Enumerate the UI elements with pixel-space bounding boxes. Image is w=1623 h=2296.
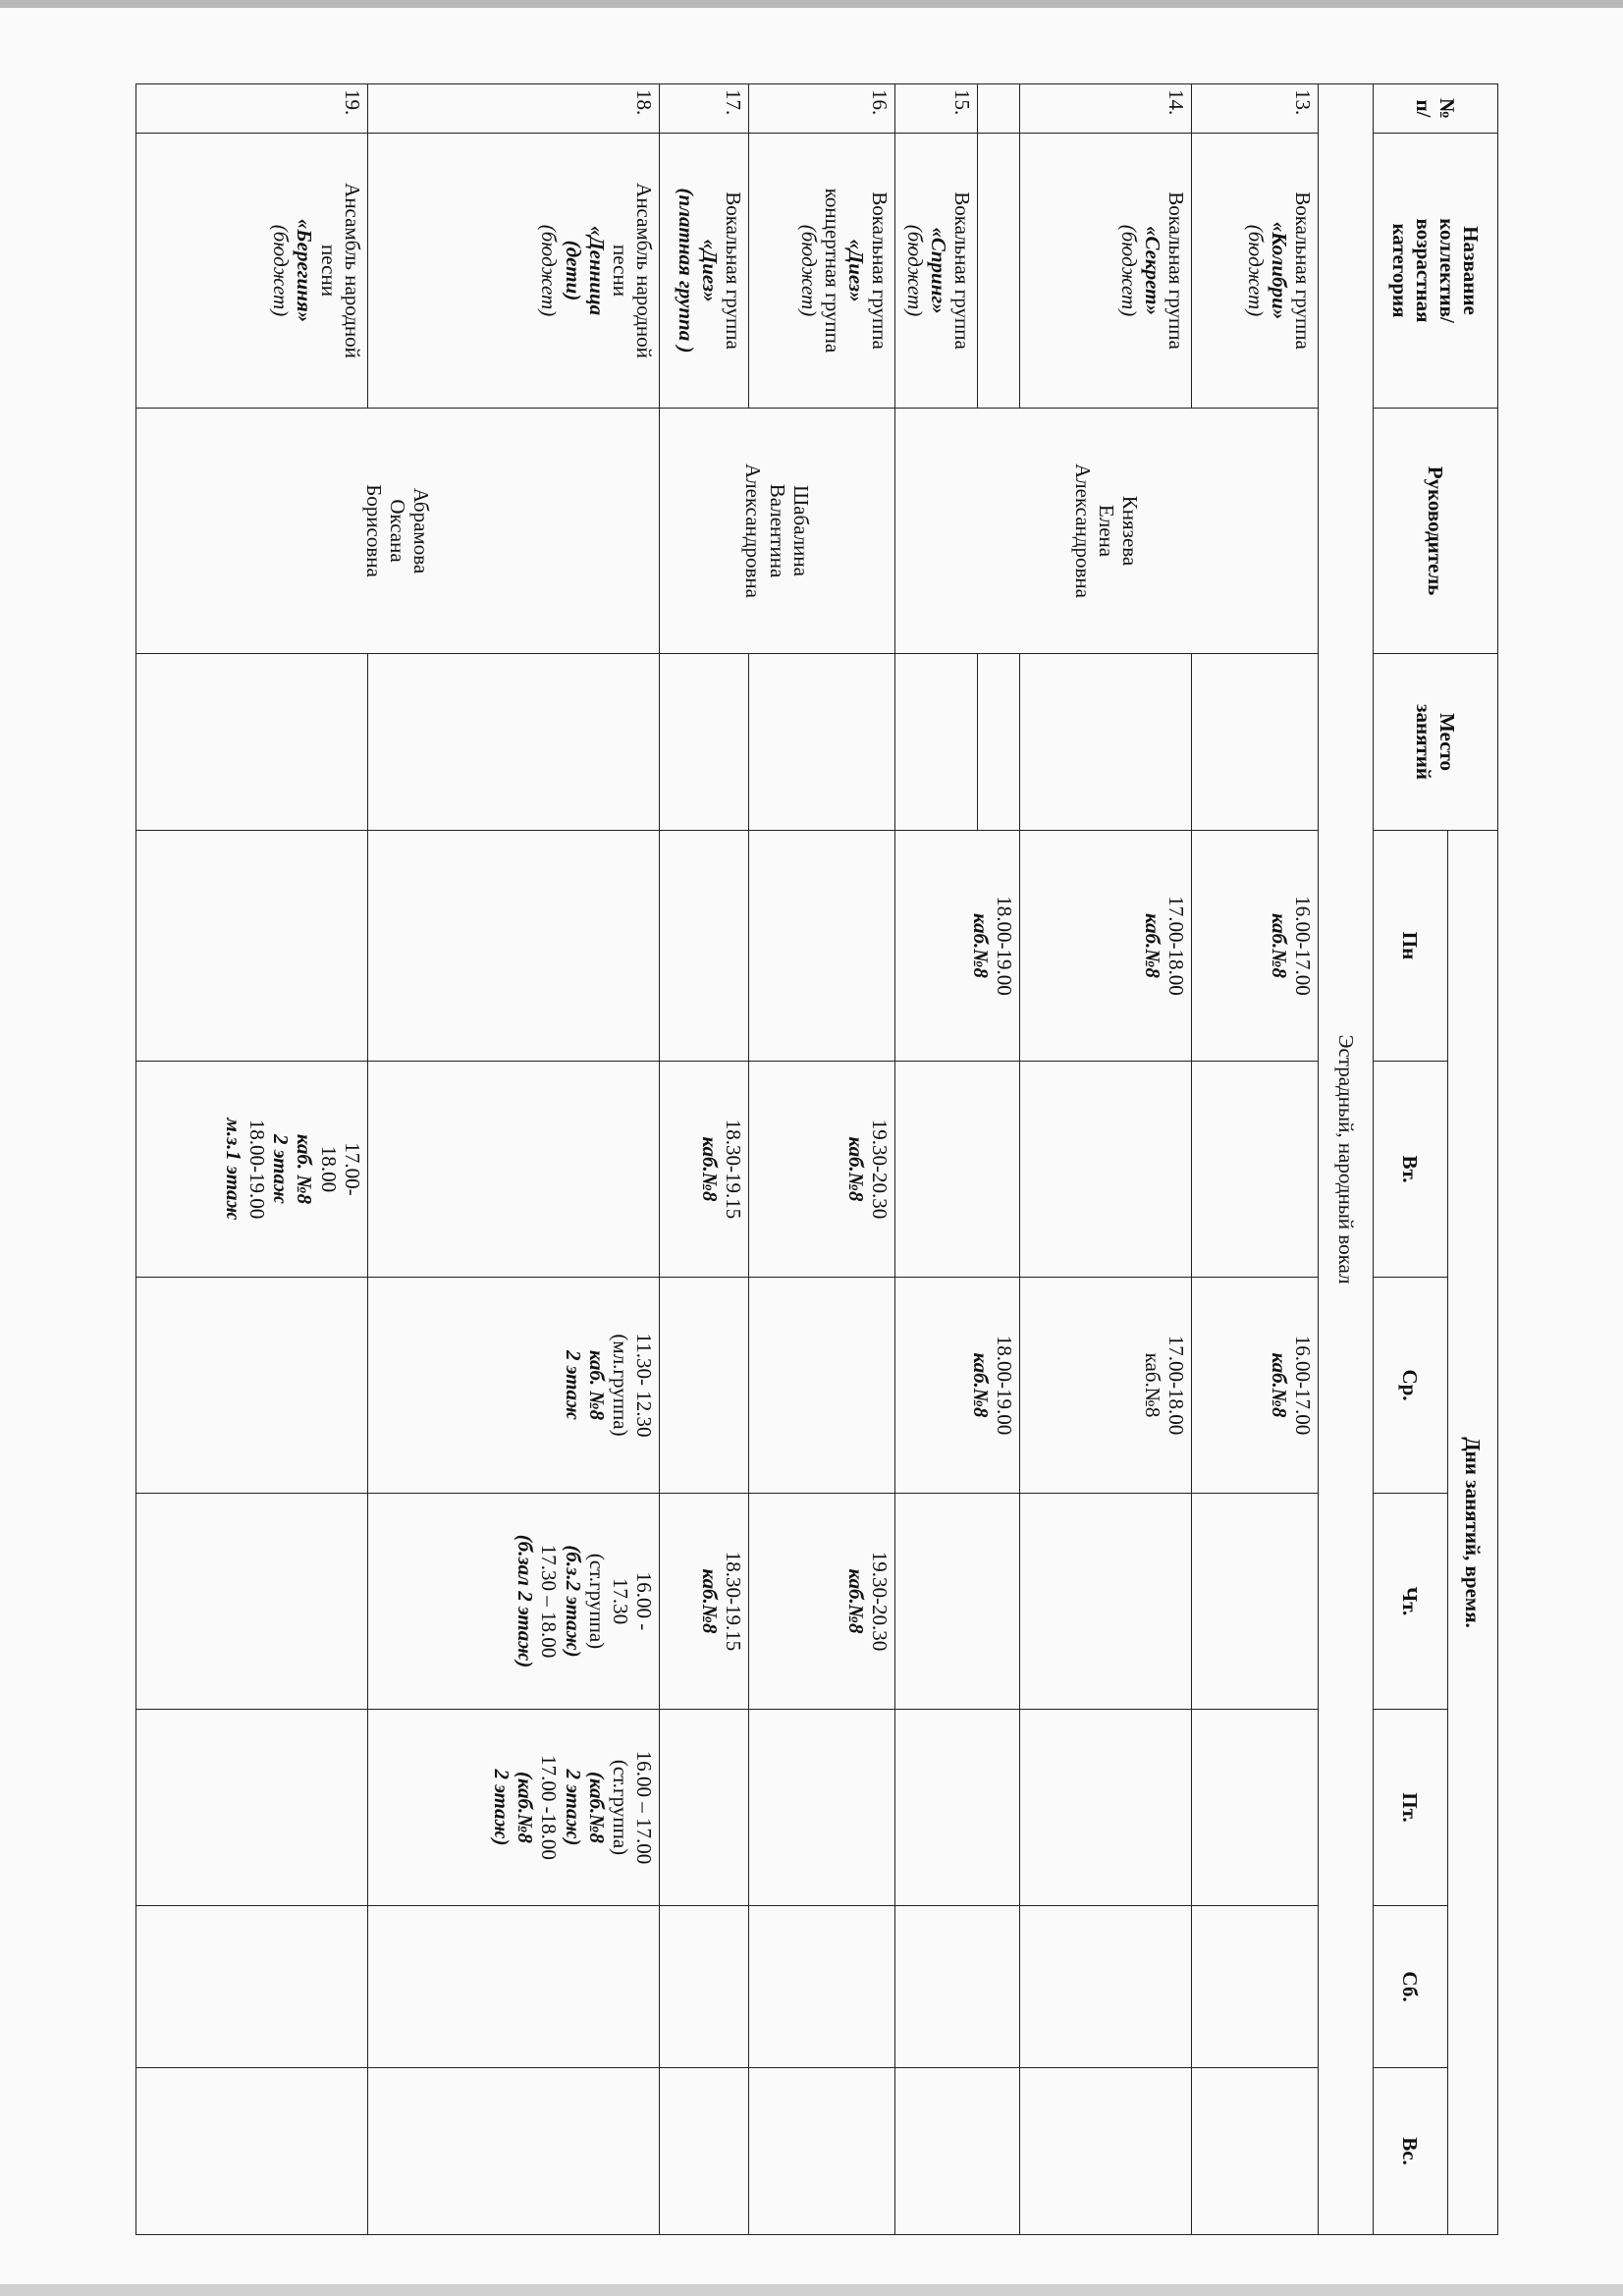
time-line: 16.00 - <box>632 1571 657 1631</box>
table-row <box>660 84 749 2235</box>
schedule-cell-wed <box>660 1278 749 1494</box>
time-line: 19.30-20.30 <box>867 1551 892 1652</box>
group-name-line: Вокальная группа <box>1163 191 1188 350</box>
group-name-line: Ансамбль народной <box>340 183 364 358</box>
row-number: 16. <box>749 84 895 134</box>
schedule-cell-fri <box>749 1710 895 1906</box>
header-name <box>1373 134 1497 409</box>
place-cell <box>660 654 749 831</box>
room-line: каб.№8 <box>698 1136 723 1202</box>
header-place <box>1373 654 1497 831</box>
row-number: 13. <box>1191 84 1319 134</box>
schedule-cell-thu <box>660 1494 749 1710</box>
header-day-sat: Сб. <box>1373 1906 1447 2068</box>
table-row <box>978 84 1019 2235</box>
header-name-line: коллектив/ <box>1434 218 1459 323</box>
header-leader: Руководитель <box>1373 409 1497 654</box>
header-day-wed: Ср. <box>1373 1278 1447 1494</box>
group-name-line: (дети) <box>561 240 585 301</box>
schedule-cell-mon <box>660 831 749 1062</box>
section-title: Эстрадный, народный вокал <box>1319 84 1373 2235</box>
time-line: 18.00 <box>316 1145 341 1193</box>
time-line: 17.00-18.00 <box>1163 896 1188 996</box>
schedule-cell-sat <box>367 1906 659 2068</box>
schedule-cell-sat <box>660 1906 749 2068</box>
group-name-line: Вокальная группа <box>1291 191 1316 350</box>
header-name-line: возрастная <box>1411 218 1435 323</box>
rotated-schedule-page <box>135 83 1498 2234</box>
leader-cell <box>894 409 1318 654</box>
schedule-cell-sun <box>1019 2068 1191 2235</box>
group-name <box>749 134 895 409</box>
table-row <box>1019 84 1191 2235</box>
group-name-line: «Спринг» <box>927 227 951 314</box>
place-cell <box>894 654 977 831</box>
group-name-line: (бюджет) <box>537 224 562 317</box>
group-name <box>136 134 368 409</box>
row-number: 14. <box>1019 84 1191 134</box>
group-name <box>978 134 1019 409</box>
group-name <box>367 134 659 409</box>
room-line: каб.№8 <box>698 1568 723 1634</box>
place-cell <box>1191 654 1319 831</box>
room-line: (б.зал 2 этаж) <box>514 1534 538 1668</box>
leader-cell <box>660 409 895 654</box>
header-name-line: категория <box>1387 223 1412 318</box>
schedule-cell-sun <box>660 2068 749 2235</box>
time-line: 17.00 -18.00 <box>537 1755 562 1860</box>
schedule-cell-sun <box>1191 2068 1319 2235</box>
room-line: м.з.1 этаж <box>222 1118 246 1221</box>
place-cell <box>367 654 659 831</box>
group-line: (мл.группа) <box>608 1334 632 1437</box>
table-row <box>136 84 368 2235</box>
section-row <box>1319 84 1373 2235</box>
group-name-line: «Секрет» <box>1140 226 1164 315</box>
time-line: 18.00-19.00 <box>245 1119 270 1220</box>
schedule-cell-sat <box>1019 1906 1191 2068</box>
header-num <box>1373 84 1497 134</box>
room-line: каб.№8 <box>843 1136 868 1202</box>
group-name-line: (бюджет) <box>796 224 821 317</box>
schedule-cell-thu <box>367 1494 659 1710</box>
schedule-cell-wed <box>749 1278 895 1494</box>
table-row <box>367 84 659 2235</box>
schedule-cell-thu <box>894 1494 1019 1710</box>
time-line: 16.00 – 17.00 <box>632 1750 657 1865</box>
schedule-cell-mon <box>749 831 895 1062</box>
schedule-cell-tue <box>1191 1062 1319 1278</box>
schedule-cell-thu <box>1019 1494 1191 1710</box>
schedule-cell-sun <box>367 2068 659 2235</box>
place-cell <box>749 654 895 831</box>
group-name-line: «Диез» <box>843 239 868 302</box>
schedule-cell-mon <box>894 831 1019 1062</box>
floor-line: 2 этаж) <box>561 1769 585 1846</box>
header-place-line: Место <box>1434 713 1459 771</box>
table-row <box>749 84 895 2235</box>
header-day-sun: Вс. <box>1373 2068 1447 2235</box>
leader-cell <box>136 409 660 654</box>
header-days-title: Дни занятий, время. <box>1448 831 1498 2235</box>
room-line: (каб.№8 <box>514 1771 538 1844</box>
time-line: 18.00-19.00 <box>992 1335 1016 1436</box>
group-name <box>660 134 749 409</box>
group-name-line: концертная группа <box>820 188 844 354</box>
place-cell <box>1019 654 1191 831</box>
group-name-line: (бюджет) <box>1116 224 1141 317</box>
group-name-line: Вокальная группа <box>950 191 975 350</box>
schedule-cell-thu <box>1191 1494 1319 1710</box>
group-name-line: (бюджет) <box>1244 224 1269 317</box>
schedule-cell-sun <box>749 2068 895 2235</box>
group-name-line: Вокальная группа <box>867 191 892 350</box>
row-number <box>978 84 1019 134</box>
room-line: каб. №8 <box>293 1133 317 1205</box>
schedule-cell-sat <box>136 1906 368 2068</box>
schedule-cell-fri <box>1191 1710 1319 1906</box>
schedule-cell-sun <box>894 2068 1019 2235</box>
schedule-cell-tue <box>894 1062 1019 1278</box>
schedule-cell-mon <box>1191 831 1319 1062</box>
room-line: каб. №8 <box>584 1349 609 1421</box>
leader-line: Елена <box>1095 504 1119 558</box>
group-name <box>894 134 977 409</box>
schedule-cell-tue <box>749 1062 895 1278</box>
room-line: каб.№8 <box>843 1568 868 1634</box>
group-name-line: (бюджет) <box>902 224 927 317</box>
leader-line: Александровна <box>1071 464 1096 598</box>
group-name-line: «Берегиня» <box>293 218 317 323</box>
schedule-cell-tue <box>136 1062 368 1278</box>
time-line: 18.30-19.15 <box>722 1551 746 1652</box>
time-line: 18.00-19.00 <box>992 896 1016 996</box>
room-line: каб.№8 <box>968 1352 993 1418</box>
schedule-cell-wed <box>1191 1278 1319 1494</box>
schedule-cell-fri <box>660 1710 749 1906</box>
row-number: 17. <box>660 84 749 134</box>
floor-line: 2 этаж <box>561 1349 585 1421</box>
time-line: 16.00-17.00 <box>1291 1335 1316 1436</box>
schedule-cell-sat <box>1191 1906 1319 2068</box>
time-line: 19.30-20.30 <box>867 1119 892 1220</box>
time-line: 18.30-19.15 <box>722 1119 746 1220</box>
schedule-cell-thu <box>136 1494 368 1710</box>
time-line: 11.30- 12.30 <box>632 1333 657 1438</box>
schedule-cell-tue <box>367 1062 659 1278</box>
schedule-cell-wed <box>894 1278 1019 1494</box>
group-name-line: Ансамбль народной <box>632 183 657 358</box>
group-name-line: Вокальная группа <box>722 191 746 350</box>
schedule-cell-fri <box>367 1710 659 1906</box>
row-number: 19. <box>136 84 368 134</box>
group-name <box>1191 134 1319 409</box>
time-line: 17.30 <box>608 1577 632 1625</box>
schedule-cell-mon <box>367 831 659 1062</box>
group-name-line: песни <box>316 245 341 297</box>
group-name-line: «Денница <box>584 225 609 316</box>
schedule-cell-wed <box>367 1278 659 1494</box>
row-number: 15. <box>894 84 977 134</box>
group-name-line: песни <box>608 245 632 297</box>
leader-line: Князева <box>1118 495 1143 567</box>
header-day-thu: Чт. <box>1373 1494 1447 1710</box>
table-row <box>1191 84 1319 2235</box>
group-name-line: (бюджет) <box>269 224 294 317</box>
schedule-cell-fri <box>1019 1710 1191 1906</box>
room-line: каб.№8 <box>1268 1352 1292 1418</box>
leader-line: Оксана <box>386 499 410 563</box>
schedule-cell-mon <box>1019 831 1191 1062</box>
schedule-cell-fri <box>894 1710 1019 1906</box>
schedule-cell-wed <box>136 1278 368 1494</box>
room-line: (б.з.2 этаж) <box>561 1545 585 1658</box>
scan-edge-top <box>0 0 1623 8</box>
time-line: 17.30 – 18.00 <box>537 1544 562 1659</box>
group-name-line: (платная группа ) <box>675 188 699 354</box>
time-line: 16.00-17.00 <box>1291 896 1316 996</box>
schedule-cell-wed <box>1019 1278 1191 1494</box>
schedule-cell-tue <box>1019 1062 1191 1278</box>
schedule-cell-sat <box>894 1906 1019 2068</box>
schedule-cell-thu <box>749 1494 895 1710</box>
header-place-line: занятий <box>1411 704 1435 780</box>
leader-line: Борисовна <box>361 484 386 577</box>
room-line: (каб.№8 <box>584 1771 609 1844</box>
header-num-line: № <box>1434 97 1459 120</box>
room-line: каб.№8 <box>1140 1352 1164 1418</box>
schedule-cell-fri <box>136 1710 368 1906</box>
schedule-cell-sun <box>136 2068 368 2235</box>
group-name-line: «Диез» <box>698 239 723 302</box>
group-line: (ст.группа) <box>584 1553 609 1650</box>
leader-line: Абрамова <box>409 487 434 574</box>
header-day-tue: Вт. <box>1373 1062 1447 1278</box>
schedule-cell-sat <box>749 1906 895 2068</box>
header-num-line: п/ <box>1411 99 1435 118</box>
floor-line: 2 этаж) <box>490 1769 514 1846</box>
time-line: 17.00-18.00 <box>1163 1335 1188 1436</box>
room-line: каб.№8 <box>1140 912 1164 979</box>
group-name-line: «Колибри» <box>1268 221 1292 320</box>
schedule-table <box>135 83 1498 2235</box>
scan-edge-bottom <box>0 2284 1623 2296</box>
header-name-line: Название <box>1459 226 1484 315</box>
group-name <box>1019 134 1191 409</box>
header-row <box>1448 84 1498 2235</box>
place-cell <box>978 654 1019 831</box>
row-number: 18. <box>367 84 659 134</box>
group-line: (ст.группа) <box>608 1759 632 1856</box>
leader-line: Шабалина <box>788 485 813 576</box>
schedule-cell-mon <box>136 831 368 1062</box>
header-day-fri: Пт. <box>1373 1710 1447 1906</box>
leader-line: Александровна <box>741 464 766 598</box>
place-cell <box>136 654 368 831</box>
floor-line: 2 этаж <box>269 1133 294 1205</box>
time-line: 17.00- <box>340 1142 364 1196</box>
room-line: каб.№8 <box>1268 912 1292 979</box>
leader-line: Валентина <box>765 483 789 578</box>
room-line: каб.№8 <box>968 912 993 979</box>
schedule-cell-tue <box>660 1062 749 1278</box>
header-day-mon: Пн <box>1373 831 1447 1062</box>
